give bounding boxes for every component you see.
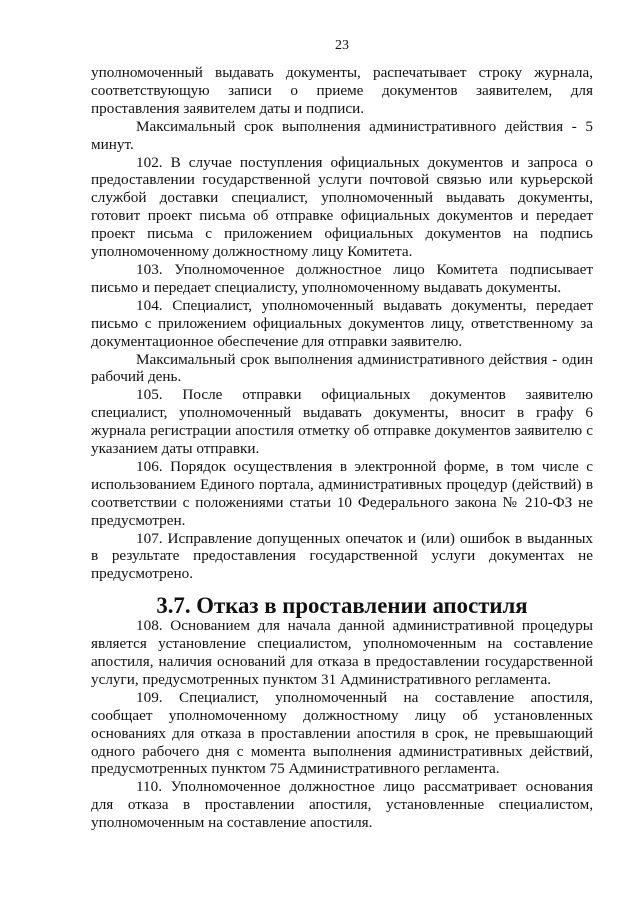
paragraph: Максимальный срок выполнения административного действия - один рабочий день. [91, 350, 593, 386]
page-number: 23 [335, 38, 349, 53]
paragraph-105: 105. После отправки официальных документов заявителю специалист, уполномоченный выдавать документы, вносит в графу 6 журнала регистрации апостиля отметку об отправке документов заявителю с указанием даты отправки. [91, 386, 593, 458]
paragraph-108: 108. Основанием для начала данной административной процедуры является установление специалистом, уполномоченным на составление апостиля, наличия оснований для отказа в предоставлении государственной услуги, предусмотренных пунктом 31 Административного регламента. [91, 617, 593, 688]
paragraph: уполномоченный выдавать документы, распечатывает строку журнала, соответствующую записи о приеме документов заявителем, для проставления заявителем даты и подписи. [91, 64, 593, 117]
paragraph-109: 109. Специалист, уполномоченный на составление апостиля, сообщает уполномоченному должностному лицу об установленных основаниях для отказа в проставлении апостиля в срок, не превышающий одного рабочего дня с момента выполнения административных действий, предусмотренных пунктом 75 Административного регламента. [91, 688, 593, 778]
paragraph-110: 110. Уполномоченное должностное лицо рассматривает основания для отказа в проставлении апостиля, установленные специалистом, уполномоченным на составление апостиля. [91, 778, 593, 832]
paragraph-106: 106. Порядок осуществления в электронной форме, в том числе с использованием Единого портала, административных процедур (действий) в соответствии с положениями статьи 10 Федерального закона № 210-ФЗ не предусмотрен. [91, 457, 593, 529]
document-body [91, 64, 593, 832]
paragraph-104: 104. Специалист, уполномоченный выдавать документы, передает письмо с приложением официальных документов лицу, ответственному за документационное обеспечение для отправки заявителю. [91, 296, 593, 350]
paragraph-102: 102. В случае поступления официальных документов и запроса о предоставлении государственной услуги почтовой связью или курьерской службой доставки специалист, уполномоченный выдавать документы, готовит проект письма об отправке официальных документов и передает проект письма с приложением официальных документов на подпись уполномоченному должностному лицу Комитета. [91, 153, 593, 261]
section-heading: 3.7. Отказ в проставлении апостиля [156, 593, 528, 619]
paragraph-103: 103. Уполномоченное должностное лицо Комитета подписывает письмо и передает специалисту, уполномоченному выдавать документы. [91, 260, 593, 296]
paragraph-107: 107. Исправление допущенных опечаток и (или) ошибок в выданных в результате предоставления государственной услуги документах не предусмотрено. [91, 529, 593, 583]
paragraph: Максимальный срок выполнения административного действия - 5 минут. [91, 117, 593, 153]
